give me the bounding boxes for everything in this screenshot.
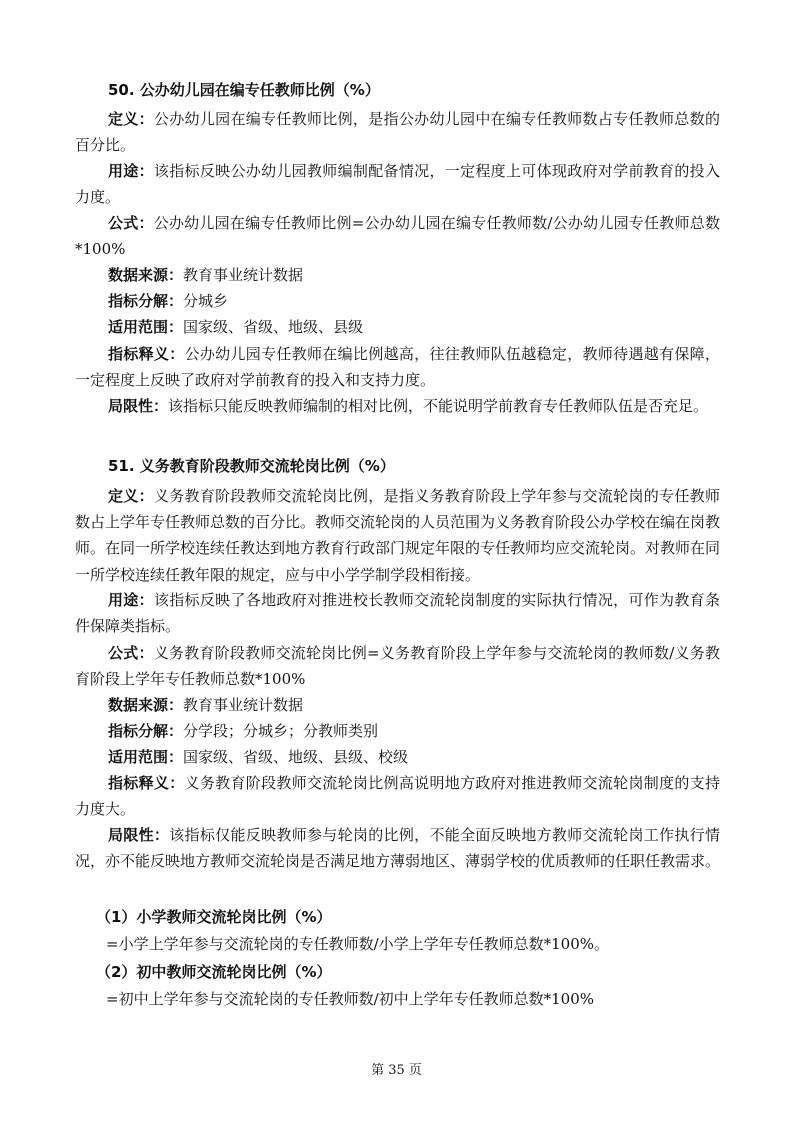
- definition-text: 公办幼儿园在编专任教师比例，是指公办幼儿园中在编专任教师数占专任教师总数的百分比。: [75, 110, 720, 155]
- section-51-source: [75, 692, 720, 718]
- usage-label: 用途：: [108, 162, 154, 180]
- definition-label: 定义：: [108, 487, 154, 505]
- page-number: 第 35 页: [371, 1063, 422, 1078]
- interpretation-text: 义务教育阶段教师交流轮岗比例高说明地方政府对推进教师交流轮岗制度的支持力度大。: [75, 774, 720, 819]
- section-50-definition: [75, 106, 720, 158]
- section-50-formula: [75, 210, 720, 262]
- subsection-1-title: （1）小学教师交流轮岗比例（%）: [96, 908, 332, 926]
- breakdown-label: 指标分解：: [108, 722, 184, 740]
- formula-text: 义务教育阶段教师交流轮岗比例=义务教育阶段上学年参与交流轮岗的教师数/义务教育阶段上学年专任教师总数*100%: [75, 644, 720, 689]
- source-label: 数据来源：: [108, 266, 184, 284]
- scope-text: 国家级、省级、地级、县级、校级: [183, 748, 409, 766]
- definition-label: 定义：: [108, 110, 154, 128]
- formula-label: 公式：: [108, 214, 154, 232]
- section-51-formula: [75, 640, 720, 692]
- section-50-limitation: [75, 393, 720, 419]
- section-50-interpretation: [75, 341, 720, 393]
- interpretation-label: 指标释义：: [108, 345, 185, 363]
- usage-label: 用途：: [108, 591, 154, 609]
- section-51-usage: [75, 587, 720, 639]
- source-text: 教育事业统计数据: [183, 696, 304, 714]
- breakdown-label: 指标分解：: [108, 292, 184, 310]
- section-51-breakdown: [75, 718, 720, 744]
- interpretation-label: 指标释义：: [108, 774, 185, 792]
- section-50-scope: [75, 314, 720, 340]
- formula-text: 公办幼儿园在编专任教师比例=公办幼儿园在编专任教师数/公办幼儿园专任教师总数*100%: [75, 214, 720, 259]
- section-50-source: [75, 262, 720, 288]
- scope-label: 适用范围：: [108, 318, 184, 336]
- subsection-1-formula: =小学上学年参与交流轮岗的专任教师数/小学上学年专任教师总数*100%。: [106, 935, 610, 953]
- subsection-2-title: （2）初中教师交流轮岗比例（%）: [96, 963, 332, 981]
- interpretation-text: 公办幼儿园专任教师在编比例越高，往往教师队伍越稳定，教师待遇越有保障，一定程度上反映了政府对学前教育的投入和支持力度。: [75, 345, 720, 390]
- section-50-breakdown: [75, 288, 720, 314]
- scope-label: 适用范围：: [108, 748, 184, 766]
- subsection-2-formula: =初中上学年参与交流轮岗的专任教师数/初中上学年专任教师总数*100%: [106, 990, 595, 1008]
- limitation-label: 局限性：: [108, 826, 170, 844]
- source-text: 教育事业统计数据: [183, 266, 304, 284]
- breakdown-text: 分城乡: [183, 292, 229, 310]
- limitation-text: 该指标仅能反映教师参与轮岗的比例，不能全面反映地方教师交流轮岗工作执行情况，亦不能反映地方教师交流轮岗是否满足地方薄弱地区、薄弱学校的优质教师的任职任教需求。: [75, 826, 721, 871]
- section-51-title: 51. 义务教育阶段教师交流轮岗比例（%）: [108, 457, 395, 475]
- definition-text: 义务教育阶段教师交流轮岗比例，是指义务教育阶段上学年参与交流轮岗的专任教师数占上学年专任教师总数的百分比。教师交流轮岗的人员范围为义务教育阶段公办学校在编在岗教师。在同一所学校连续任教达到地方教育行政部门规定年限的专任教师均应交流轮岗。对教师在同一所学校连续任教年限的规定，应与中小学学制学段相衔接。: [75, 487, 721, 584]
- limitation-label: 局限性：: [108, 397, 169, 415]
- section-50-title: 50. 公办幼儿园在编专任教师比例（%）: [108, 81, 380, 99]
- section-50-usage: [75, 158, 720, 210]
- scope-text: 国家级、省级、地级、县级: [183, 318, 364, 336]
- source-label: 数据来源：: [108, 696, 184, 714]
- section-51-scope: [75, 744, 720, 770]
- section-51-interpretation: [75, 770, 720, 822]
- section-51-definition: [75, 483, 720, 588]
- usage-text: 该指标反映了各地政府对推进校长教师交流轮岗制度的实际执行情况，可作为教育条件保障类指标。: [75, 591, 720, 636]
- section-51-limitation: [75, 822, 720, 874]
- breakdown-text: 分学段；分城乡；分教师类别: [183, 722, 379, 740]
- formula-label: 公式：: [108, 644, 154, 662]
- usage-text: 该指标反映公办幼儿园教师编制配备情况，一定程度上可体现政府对学前教育的投入力度。: [75, 162, 720, 207]
- limitation-text: 该指标只能反映教师编制的相对比例，不能说明学前教育专任教师队伍是否充足。: [168, 397, 709, 415]
